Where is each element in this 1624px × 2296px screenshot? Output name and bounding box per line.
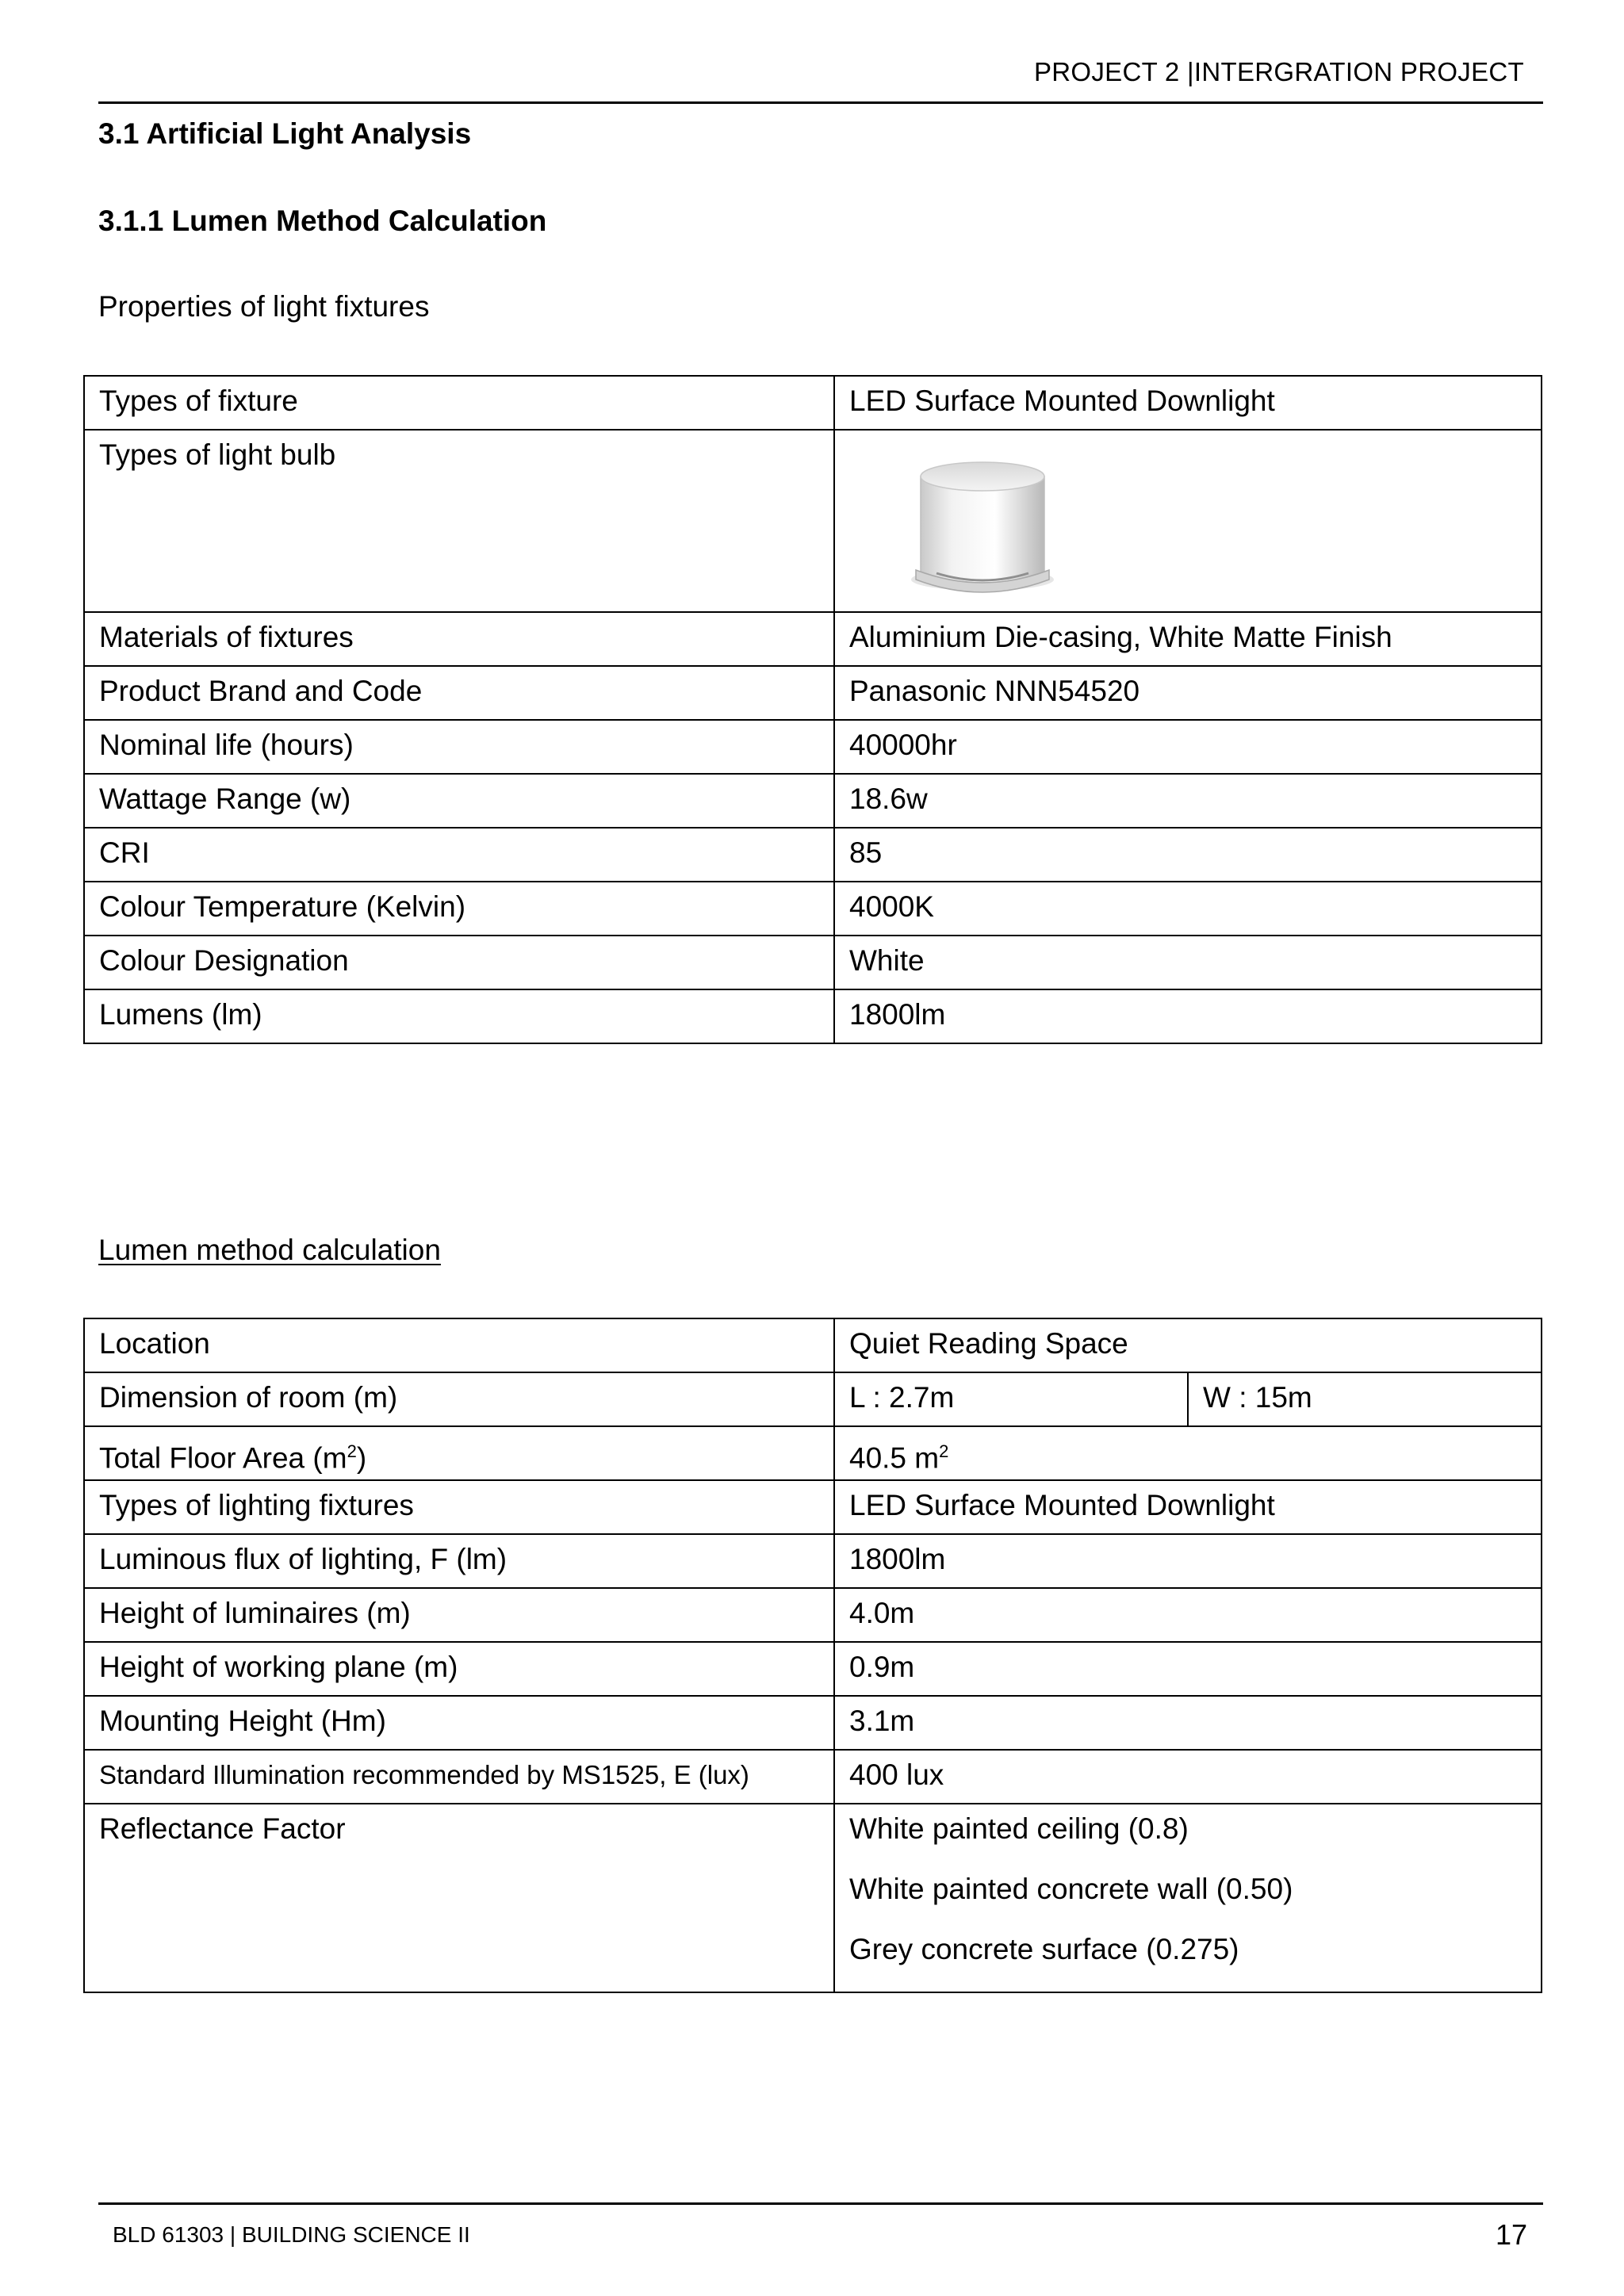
row-value: LED Surface Mounted Downlight <box>834 376 1542 430</box>
row-label: Nominal life (hours) <box>84 720 834 774</box>
row-value: 40000hr <box>834 720 1542 774</box>
area-label-close: ) <box>356 1441 367 1475</box>
row-label: Mounting Height (Hm) <box>84 1696 834 1750</box>
row-value: Aluminium Die-casing, White Matte Finish <box>834 612 1542 666</box>
table-row <box>84 720 1542 774</box>
table-row <box>84 882 1542 936</box>
row-label: Standard Illumination recommended by MS1525, E (lux) <box>84 1750 834 1804</box>
table-row <box>84 1588 1542 1642</box>
dimension-length: L : 2.7m <box>834 1372 1188 1426</box>
reflectance-floor: Grey concrete surface (0.275) <box>849 1933 1239 1965</box>
row-label: Colour Temperature (Kelvin) <box>84 882 834 936</box>
row-label: Luminous flux of lighting, F (lm) <box>84 1534 834 1588</box>
row-value: 18.6w <box>834 774 1542 828</box>
section-heading: 3.1 Artificial Light Analysis <box>98 117 472 150</box>
row-label: Dimension of room (m) <box>84 1372 834 1426</box>
row-label: Location <box>84 1318 834 1372</box>
table-row <box>84 774 1542 828</box>
row-value: Quiet Reading Space <box>834 1318 1542 1372</box>
table-row <box>84 1534 1542 1588</box>
table-row <box>84 1318 1542 1372</box>
table-row <box>84 1804 1542 1992</box>
row-value <box>834 1426 1542 1480</box>
table-row <box>84 430 1542 612</box>
row-value: 4000K <box>834 882 1542 936</box>
row-label: CRI <box>84 828 834 882</box>
row-value: 400 lux <box>834 1750 1542 1804</box>
row-label <box>84 1426 834 1480</box>
table-row <box>84 1480 1542 1534</box>
row-value: 85 <box>834 828 1542 882</box>
table-row <box>84 1750 1542 1804</box>
row-label: Wattage Range (w) <box>84 774 834 828</box>
row-label: Height of luminaires (m) <box>84 1588 834 1642</box>
table-row <box>84 989 1542 1043</box>
lumen-method-table <box>83 1318 1542 1993</box>
row-label: Types of fixture <box>84 376 834 430</box>
table-row <box>84 1642 1542 1696</box>
running-header: PROJECT 2 |INTERGRATION PROJECT <box>1033 57 1524 86</box>
downlight-fixture-image <box>897 453 1071 611</box>
area-label-superscript: 2 <box>347 1441 357 1461</box>
table-row <box>84 936 1542 989</box>
area-value-superscript: 2 <box>939 1441 949 1461</box>
row-value: 1800lm <box>834 1534 1542 1588</box>
row-value: 3.1m <box>834 1696 1542 1750</box>
row-label: Types of light bulb <box>84 430 834 612</box>
fixture-properties-table <box>83 375 1542 1044</box>
properties-caption: Properties of light fixtures <box>98 290 430 323</box>
header-rule <box>98 101 1543 104</box>
row-label: Lumens (lm) <box>84 989 834 1043</box>
row-label: Product Brand and Code <box>84 666 834 720</box>
table-row <box>84 612 1542 666</box>
table-row <box>84 666 1542 720</box>
dimension-width: W : 15m <box>1188 1372 1542 1426</box>
table-row <box>84 376 1542 430</box>
row-value: White <box>834 936 1542 989</box>
table-row <box>84 1696 1542 1750</box>
row-value: 1800lm <box>834 989 1542 1043</box>
row-label: Materials of fixtures <box>84 612 834 666</box>
area-value-text: 40.5 m <box>849 1441 940 1475</box>
reflectance-values <box>834 1804 1542 1992</box>
row-label: Reflectance Factor <box>84 1804 834 1992</box>
footer-course: BLD 61303 | BUILDING SCIENCE II <box>113 2222 470 2247</box>
bulb-image-cell <box>834 430 1542 612</box>
row-label: Height of working plane (m) <box>84 1642 834 1696</box>
table-row <box>84 828 1542 882</box>
row-label: Colour Designation <box>84 936 834 989</box>
row-label: Types of lighting fixtures <box>84 1480 834 1534</box>
row-value: LED Surface Mounted Downlight <box>834 1480 1542 1534</box>
reflectance-ceiling: White painted ceiling (0.8) <box>849 1812 1189 1845</box>
table-row <box>84 1372 1542 1426</box>
footer-rule <box>98 2202 1543 2205</box>
area-label-text: Total Floor Area (m <box>99 1441 347 1475</box>
table-row <box>84 1426 1542 1480</box>
row-value: Panasonic NNN54520 <box>834 666 1542 720</box>
lumen-caption: Lumen method calculation <box>98 1234 441 1266</box>
subsection-heading: 3.1.1 Lumen Method Calculation <box>98 205 547 237</box>
page-number: 17 <box>1495 2218 1527 2251</box>
row-value: 0.9m <box>834 1642 1542 1696</box>
row-value: 4.0m <box>834 1588 1542 1642</box>
reflectance-wall: White painted concrete wall (0.50) <box>849 1873 1293 1905</box>
